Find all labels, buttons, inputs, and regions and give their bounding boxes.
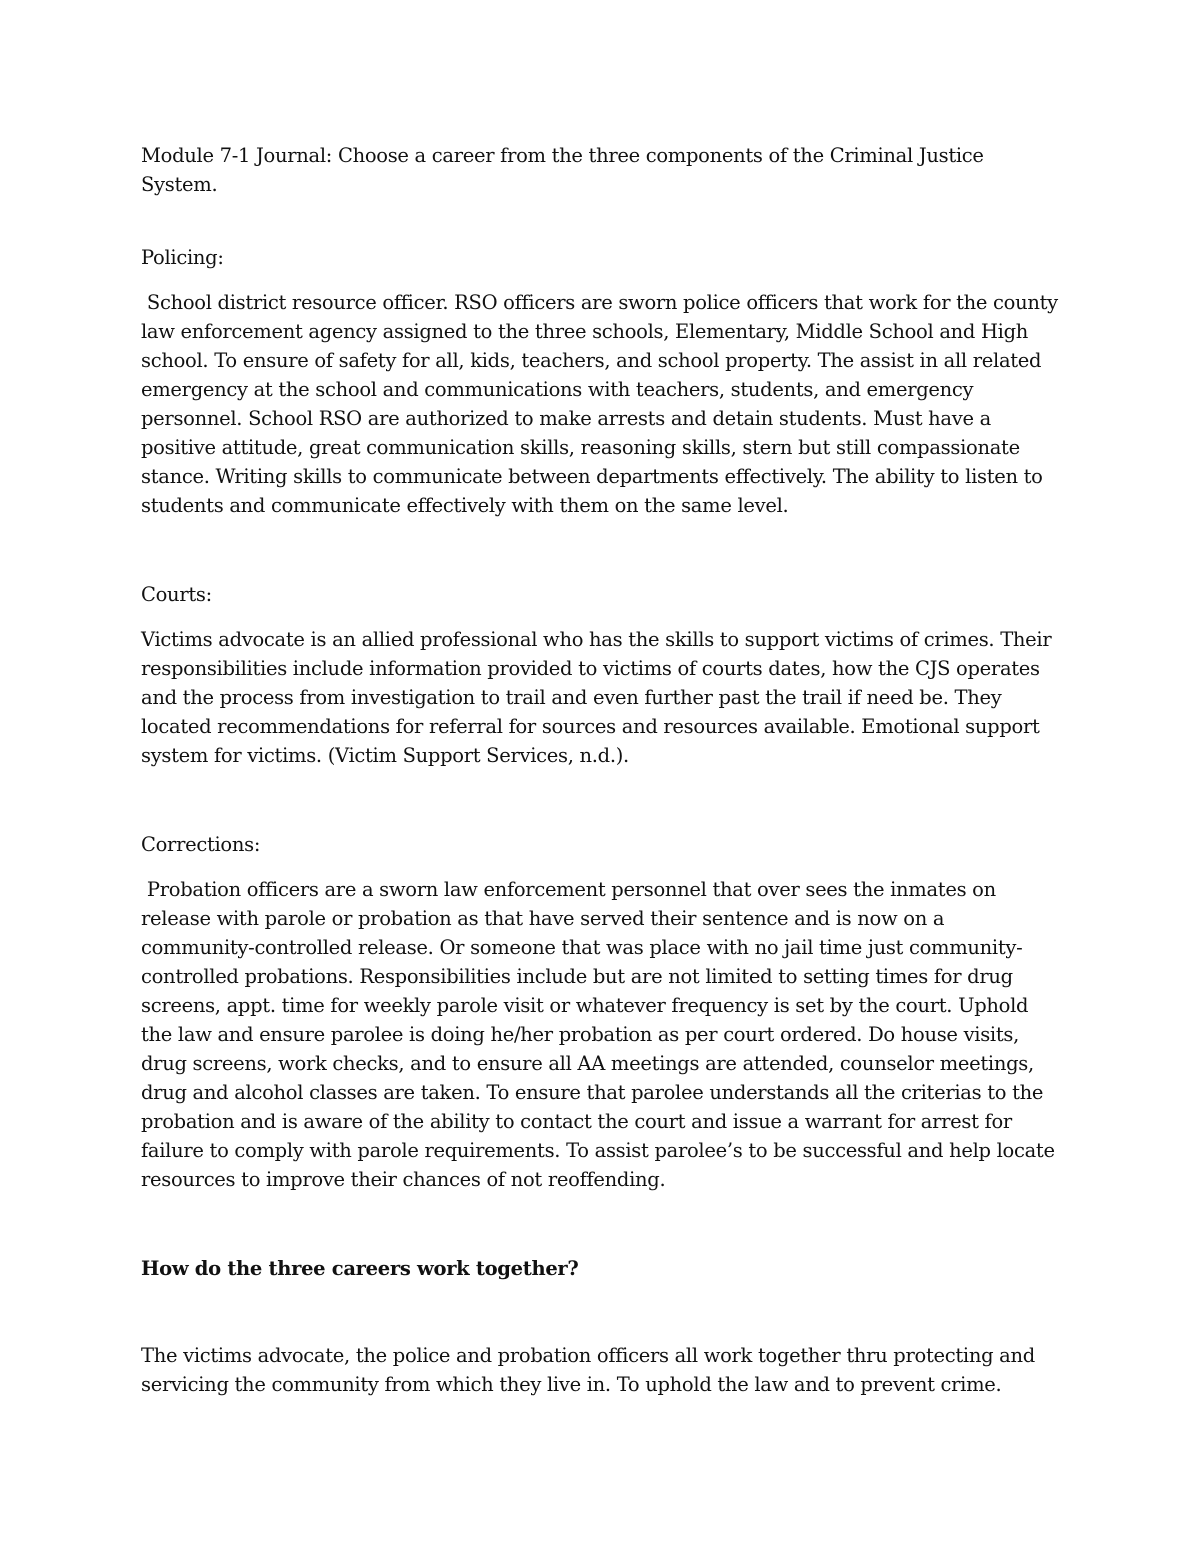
journal-title: Module 7-1 Journal: Choose a career from the three components of the Criminal Justice System. xyxy=(141,144,990,196)
courts-text: Victims advocate is an allied professional who has the skills to support victims of crimes. Their responsibilities include information provided to victims of courts dates, how the CJS operates and the process from investigation to trail and even further past the trail if need be. They located recommendations for referral for sources and resources available. Emotional support system for victims. (Victim Support Services, n.d.). xyxy=(141,628,1058,767)
policing-label: Policing: xyxy=(141,246,224,269)
corrections-label: Corrections: xyxy=(141,833,261,856)
question-heading: How do the three careers work together? xyxy=(141,1257,579,1280)
policing-text: School district resource officer. RSO officers are sworn police officers that work for the county law enforcement agency assigned to the three schools, Elementary, Middle School and High school. To ensure of safety for all, kids, teachers, and school property. The assist in all related emergency at the school and communications with teachers, students, and emergency personnel. School RSO are authorized to make arrests and detain students. Must have a positive attitude, great communication skills, reasoning skills, stern but still compassionate stance. Writing skills to communicate between departments effectively. The ability to listen to students and communicate effectively with them on the same level. xyxy=(141,291,1064,517)
conclusion-text: The victims advocate, the police and probation officers all work together thru protecting and servicing the community from which they live in. To uphold the law and to prevent crime. xyxy=(141,1344,1041,1396)
courts-label: Courts: xyxy=(141,583,212,606)
document-body xyxy=(141,141,1064,1399)
corrections-text: Probation officers are a sworn law enforcement personnel that over sees the inmates on release with parole or probation as that have served their sentence and is now on a community-controlled release. Or someone that was place with no jail time just community-controlled probations. Responsibilities include but are not limited to setting times for drug screens, appt. time for weekly parole visit or whatever frequency is set by the court. Uphold the law and ensure parolee is doing he/her probation as per court ordered. Do house visits, drug screens, work checks, and to ensure all AA meetings are attended, counselor meetings, drug and alcohol classes are taken. To ensure that parolee understands all the criterias to the probation and is aware of the ability to contact the court and issue a warrant for arrest for failure to comply with parole requirements. To assist parolee’s to be successful and help locate resources to improve their chances of not reoffending. xyxy=(141,878,1061,1191)
